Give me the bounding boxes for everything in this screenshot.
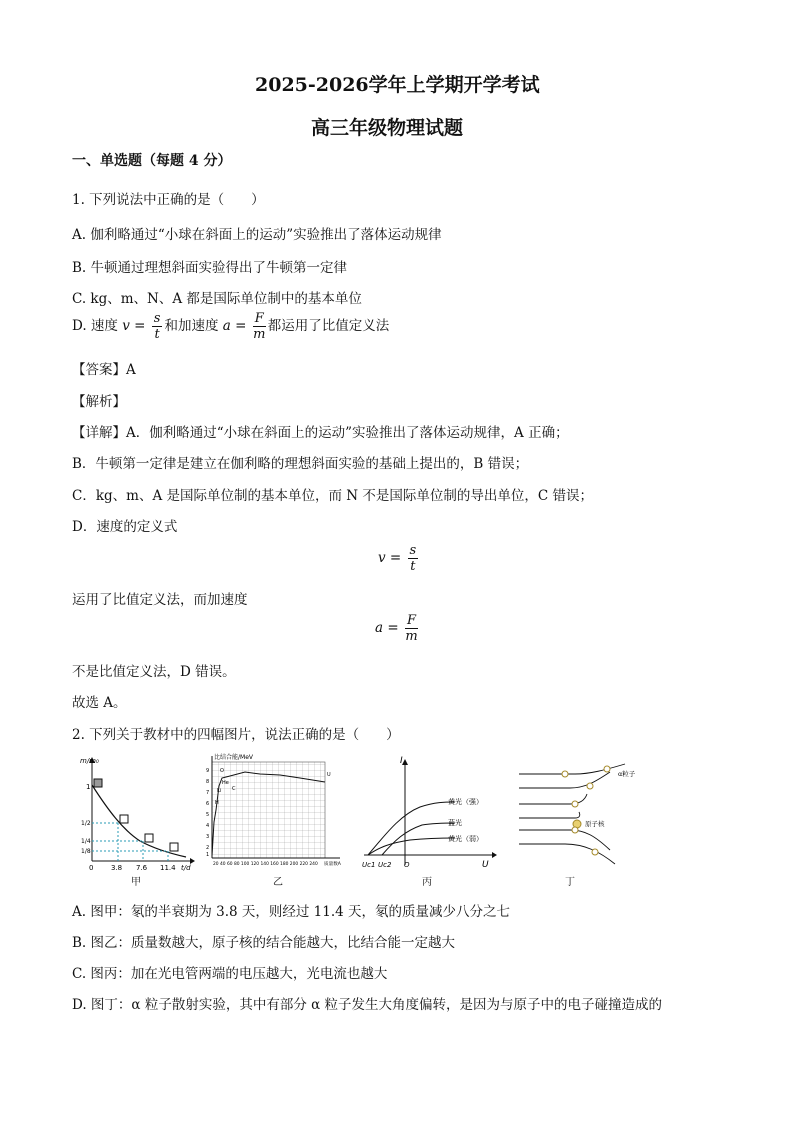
figure-yi-binding-energy bbox=[200, 752, 350, 870]
yi-ytick-4: 4 bbox=[206, 823, 210, 829]
q1-detail-d2: 运用了比值定义法，而加速度 bbox=[72, 592, 248, 608]
yi-label-c: C bbox=[232, 786, 236, 792]
figure-label-jia: 甲 bbox=[131, 877, 141, 888]
q1-conclusion: 故选 A。 bbox=[72, 695, 127, 711]
jia-xtick-0: 0 bbox=[89, 864, 94, 872]
yi-label-o: O bbox=[220, 768, 224, 774]
yi-ytick-7: 7 bbox=[206, 790, 210, 796]
q1-option-d: D. 速度 v = $\frac{s}{t}$ 和加速度 a = $\frac{F}{m}$ 都运用了比值定义法 bbox=[72, 311, 390, 342]
yi-label-li: Li bbox=[217, 788, 222, 794]
formula-a: a = $\frac{F}{m}$ bbox=[375, 613, 418, 644]
q1-stem: 1. 下列说法中正确的是（ ） bbox=[72, 192, 265, 208]
yi-label-h: H bbox=[215, 800, 219, 806]
q1-option-a: A. 伽利略通过“小球在斜面上的运动”实验推出了落体运动规律 bbox=[72, 227, 442, 243]
q1-answer: 【答案】A bbox=[72, 362, 136, 378]
jia-ytick-2: 1/2 bbox=[81, 820, 91, 827]
q1-detail-a bbox=[72, 421, 569, 441]
figure-bing-photoelectric bbox=[360, 755, 500, 873]
q1-detail-b: B．牛顿第一定律是建立在伽利略的理想斜面实验的基础上提出的，B 错误； bbox=[72, 456, 529, 472]
ding-label-nucleus: 原子核 bbox=[585, 820, 605, 828]
q1-option-d-pre: D. 速度 bbox=[72, 318, 118, 334]
yi-ytick-1: 1 bbox=[206, 852, 210, 858]
bing-curve-weak: 黄光（弱） bbox=[448, 835, 483, 843]
figure-ding-alpha-scattering bbox=[515, 760, 650, 872]
yi-label-u: U bbox=[327, 772, 331, 778]
fraction-s-over-t: $\frac{s}{t}$ bbox=[153, 311, 161, 342]
q2-option-a: A. 图甲：氡的半衰期为 3.8 天，则经过 11.4 天，氡的质量减少八分之七 bbox=[72, 904, 511, 920]
yi-ytick-6: 6 bbox=[206, 801, 210, 807]
jia-ylabel: m/m₀ bbox=[80, 757, 99, 765]
figure-label-ding: 丁 bbox=[565, 877, 575, 888]
figure-label-bing: 丙 bbox=[422, 877, 432, 888]
yi-ytick-8: 8 bbox=[206, 779, 210, 785]
yi-ylabel: 比结合能/MeV bbox=[214, 754, 253, 761]
detail-tag: 【详解】 bbox=[72, 425, 126, 441]
bing-xlabel: U bbox=[482, 860, 489, 870]
bing-curve-strong: 黄光（强） bbox=[448, 798, 483, 806]
yi-xlabel: 质量数A bbox=[324, 862, 341, 867]
exam-title: 2025-2026学年上学期开学考试 bbox=[255, 74, 540, 96]
q1-detail-c: C．kg、m、A 是国际单位制的基本单位，而 N 不是国际单位制的导出单位，C 错误； bbox=[72, 488, 594, 504]
bing-curve-blue: 蓝光 bbox=[448, 819, 462, 827]
q2-stem: 2. 下列关于教材中的四幅图片，说法正确的是（ ） bbox=[72, 727, 400, 743]
jia-xtick-1: 3.8 bbox=[111, 864, 123, 872]
bing-xtick-o: O bbox=[404, 861, 410, 869]
q1-detail-d: D．速度的定义式 bbox=[72, 519, 178, 535]
yi-ytick-2: 2 bbox=[206, 845, 210, 851]
jia-xlabel: t/d bbox=[181, 864, 191, 872]
yi-ytick-3: 3 bbox=[206, 834, 210, 840]
q1-option-c: C. kg、m、N、A 都是国际单位制中的基本单位 bbox=[72, 291, 362, 307]
q2-option-c: C. 图丙：加在光电管两端的电压越大，光电流也越大 bbox=[72, 966, 388, 982]
section-heading: 一、单选题（每题 4 分） bbox=[72, 153, 232, 169]
jia-ytick-4: 1/8 bbox=[81, 848, 91, 855]
fraction-f-over-m: $\frac{F}{m}$ bbox=[253, 311, 266, 342]
formula-v: v = $\frac{s}{t}$ bbox=[378, 543, 417, 574]
q1-option-b: B. 牛顿通过理想斜面实验得出了牛顿第一定律 bbox=[72, 260, 348, 276]
jia-ytick-1: 1 bbox=[86, 783, 91, 791]
detail-a-text: A．伽利略通过“小球在斜面上的运动”实验推出了落体运动规律，A 正确； bbox=[126, 425, 569, 441]
bing-ylabel: I bbox=[400, 756, 403, 766]
yi-ytick-5: 5 bbox=[206, 812, 210, 818]
q1-option-d-mid: 和加速度 bbox=[164, 318, 219, 334]
q2-option-d: D. 图丁：α 粒子散射实验，其中有部分 α 粒子发生大角度偏转，是因为与原子中的电子碰撞造成的 bbox=[72, 997, 663, 1013]
bing-xtick-uc1: Uc1 bbox=[362, 861, 376, 869]
figure-label-yi: 乙 bbox=[273, 877, 283, 888]
yi-label-he: He bbox=[222, 780, 229, 786]
figure-jia-decay-curve bbox=[78, 755, 198, 875]
jia-xtick-3: 11.4 bbox=[160, 864, 176, 872]
ding-label-alpha: α粒子 bbox=[618, 770, 636, 778]
q2-option-b: B. 图乙：质量数越大，原子核的结合能越大，比结合能一定越大 bbox=[72, 935, 456, 951]
jia-ytick-3: 1/4 bbox=[81, 838, 91, 845]
q1-detail-d3: 不是比值定义法，D 错误。 bbox=[72, 664, 236, 680]
yi-xticks: 20 40 60 80 100 120 140 160 180 200 220 240 bbox=[213, 862, 318, 867]
yi-ytick-9: 9 bbox=[206, 768, 210, 774]
bing-xtick-uc2: Uc2 bbox=[378, 861, 392, 869]
q1-option-d-post: 都运用了比值定义法 bbox=[267, 318, 390, 334]
jia-xtick-2: 7.6 bbox=[136, 864, 148, 872]
q1-analysis: 【解析】 bbox=[72, 394, 126, 410]
exam-subtitle: 高三年级物理试题 bbox=[311, 117, 464, 139]
